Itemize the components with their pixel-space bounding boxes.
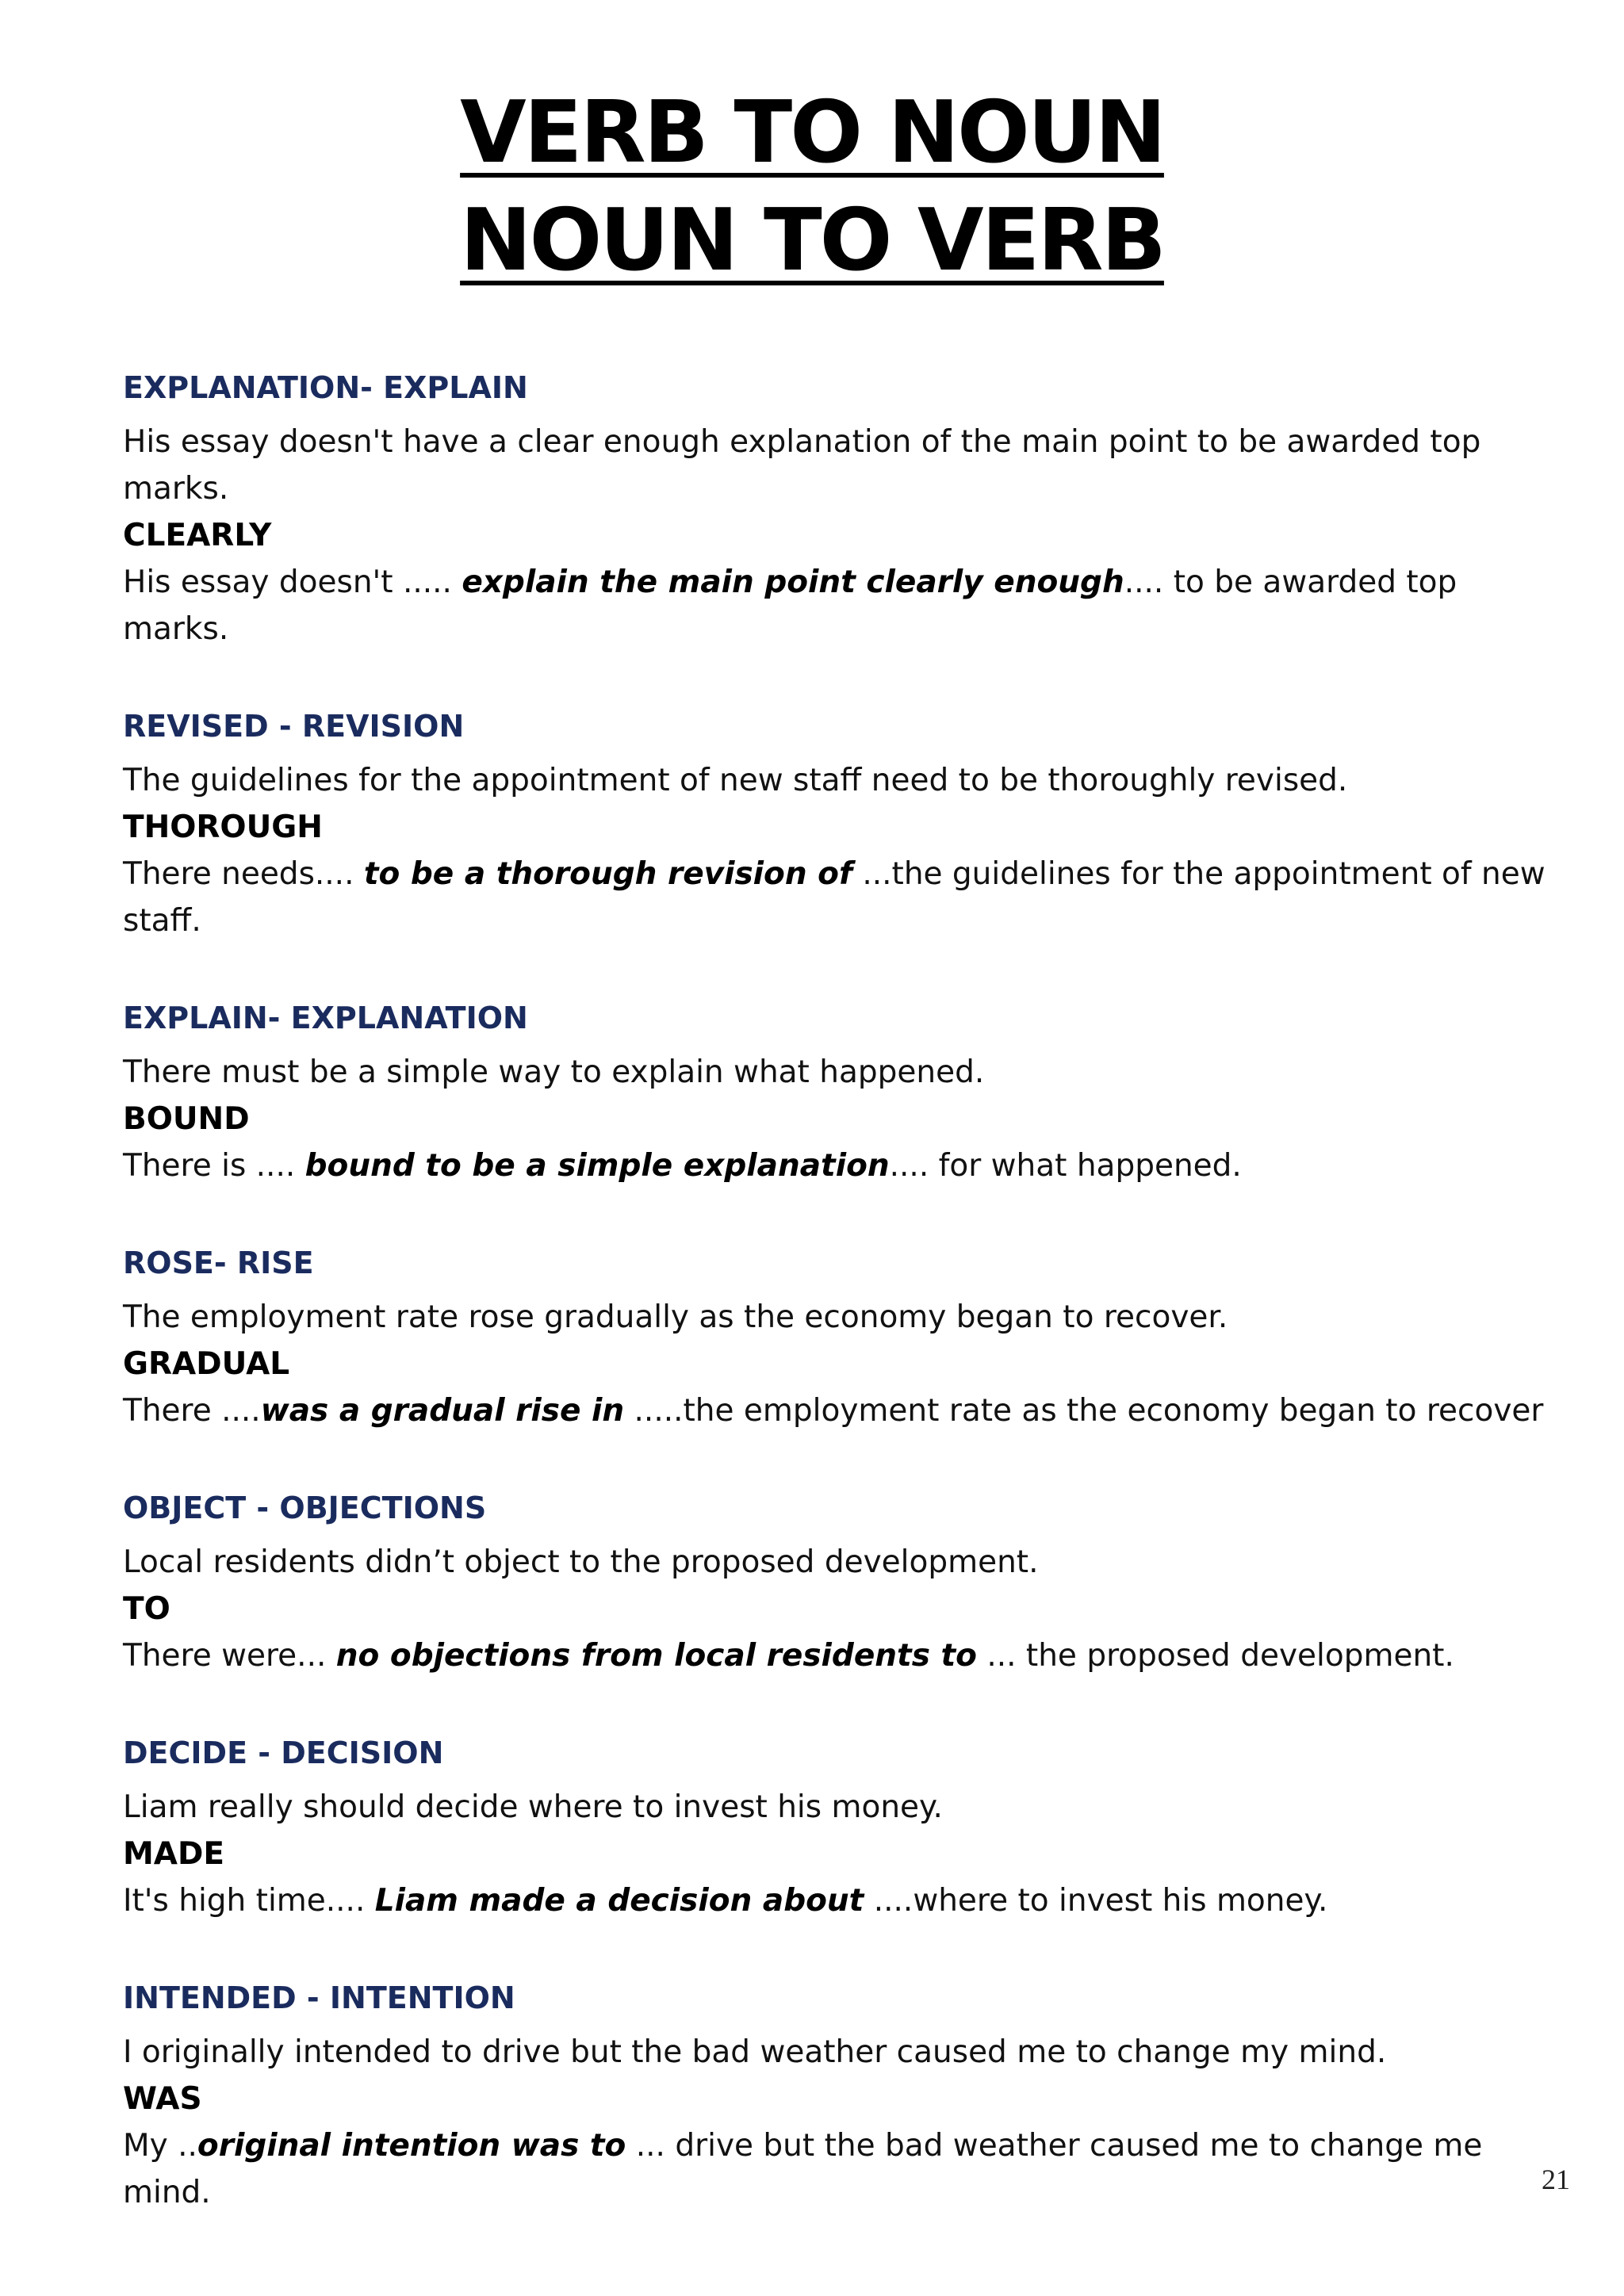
original-sentence: His essay doesn't have a clear enough explanation of the main point to be awarded top marks.	[123, 424, 1481, 507]
keyword: CLEARLY	[123, 518, 272, 553]
word-pair-heading: REVISED - REVISION	[123, 709, 465, 744]
answer-suffix: ....where to invest his money.	[864, 1883, 1328, 1919]
rewritten-sentence	[123, 1877, 1550, 1924]
exercise-item	[123, 995, 1550, 1189]
original-sentence: Local residents didn’t object to the proposed development.	[123, 1544, 1039, 1580]
answer-suffix: ... drive but the bad weather caused me to change me mind.	[123, 2128, 1483, 2210]
word-pair-heading: DECIDE - DECISION	[123, 1735, 444, 1770]
title-line-1: VERB TO NOUN	[460, 83, 1164, 182]
answer-phrase: explain the main point clearly enough	[462, 564, 1124, 600]
rewritten-sentence	[123, 1387, 1550, 1434]
answer-prefix: There ....	[123, 1393, 261, 1429]
word-pair-heading: EXPLANATION- EXPLAIN	[123, 370, 528, 405]
answer-phrase: original intention was to	[197, 2128, 626, 2164]
answer-prefix: My ..	[123, 2128, 197, 2164]
page-number: 21	[1542, 2164, 1570, 2195]
answer-phrase: no objections from local residents to	[335, 1638, 977, 1674]
rewritten-sentence	[123, 851, 1550, 944]
original-sentence: There must be a simple way to explain what happened.	[123, 1054, 985, 1090]
exercise-item	[123, 365, 1550, 652]
original-sentence: Liam really should decide where to invest his money.	[123, 1789, 943, 1825]
word-pair-heading: OBJECT - OBJECTIONS	[123, 1490, 487, 1525]
keyword: THOROUGH	[123, 809, 323, 845]
rewritten-sentence	[123, 2122, 1550, 2216]
original-sentence: I originally intended to drive but the bad weather caused me to change my mind.	[123, 2034, 1387, 2070]
answer-prefix: His essay doesn't .....	[123, 564, 462, 600]
keyword: BOUND	[123, 1101, 250, 1137]
answer-prefix: It's high time....	[123, 1883, 375, 1919]
rewritten-sentence	[123, 1142, 1550, 1189]
exercise-list	[123, 365, 1550, 2267]
keyword: MADE	[123, 1836, 225, 1872]
word-pair-heading: EXPLAIN- EXPLANATION	[123, 1001, 528, 1035]
word-pair-heading: ROSE- RISE	[123, 1246, 314, 1280]
rewritten-sentence	[123, 559, 1550, 652]
original-sentence: The guidelines for the appointment of new staff need to be thoroughly revised.	[123, 763, 1348, 798]
exercise-item	[123, 1730, 1550, 1924]
answer-phrase: bound to be a simple explanation	[304, 1148, 890, 1184]
original-sentence: The employment rate rose gradually as the economy began to recover.	[123, 1299, 1228, 1335]
keyword: WAS	[123, 2081, 202, 2117]
answer-phrase: was a gradual rise in	[260, 1393, 625, 1429]
answer-phrase: Liam made a decision about	[374, 1883, 864, 1919]
exercise-item	[123, 703, 1550, 944]
rewritten-sentence	[123, 1632, 1550, 1679]
answer-suffix: .... to be awarded top marks.	[123, 564, 1457, 647]
answer-suffix: ... the proposed development.	[976, 1638, 1454, 1674]
answer-suffix: ...the guidelines for the appointment of new staff.	[123, 856, 1545, 939]
exercise-item	[123, 1485, 1550, 1679]
keyword: TO	[123, 1591, 170, 1627]
answer-prefix: There needs....	[123, 856, 364, 892]
answer-prefix: There were...	[123, 1638, 336, 1674]
answer-suffix: .... for what happened.	[889, 1148, 1242, 1184]
exercise-item	[123, 1975, 1550, 2216]
answer-suffix: .....the employment rate as the economy began to recover	[624, 1393, 1544, 1429]
answer-phrase: to be a thorough revision of	[363, 856, 852, 892]
answer-prefix: There is ....	[123, 1148, 305, 1184]
page-title	[0, 79, 1624, 295]
keyword: GRADUAL	[123, 1346, 290, 1382]
exercise-item	[123, 1240, 1550, 1434]
word-pair-heading: INTENDED - INTENTION	[123, 1980, 515, 2015]
title-line-2: NOUN TO VERB	[460, 191, 1164, 290]
